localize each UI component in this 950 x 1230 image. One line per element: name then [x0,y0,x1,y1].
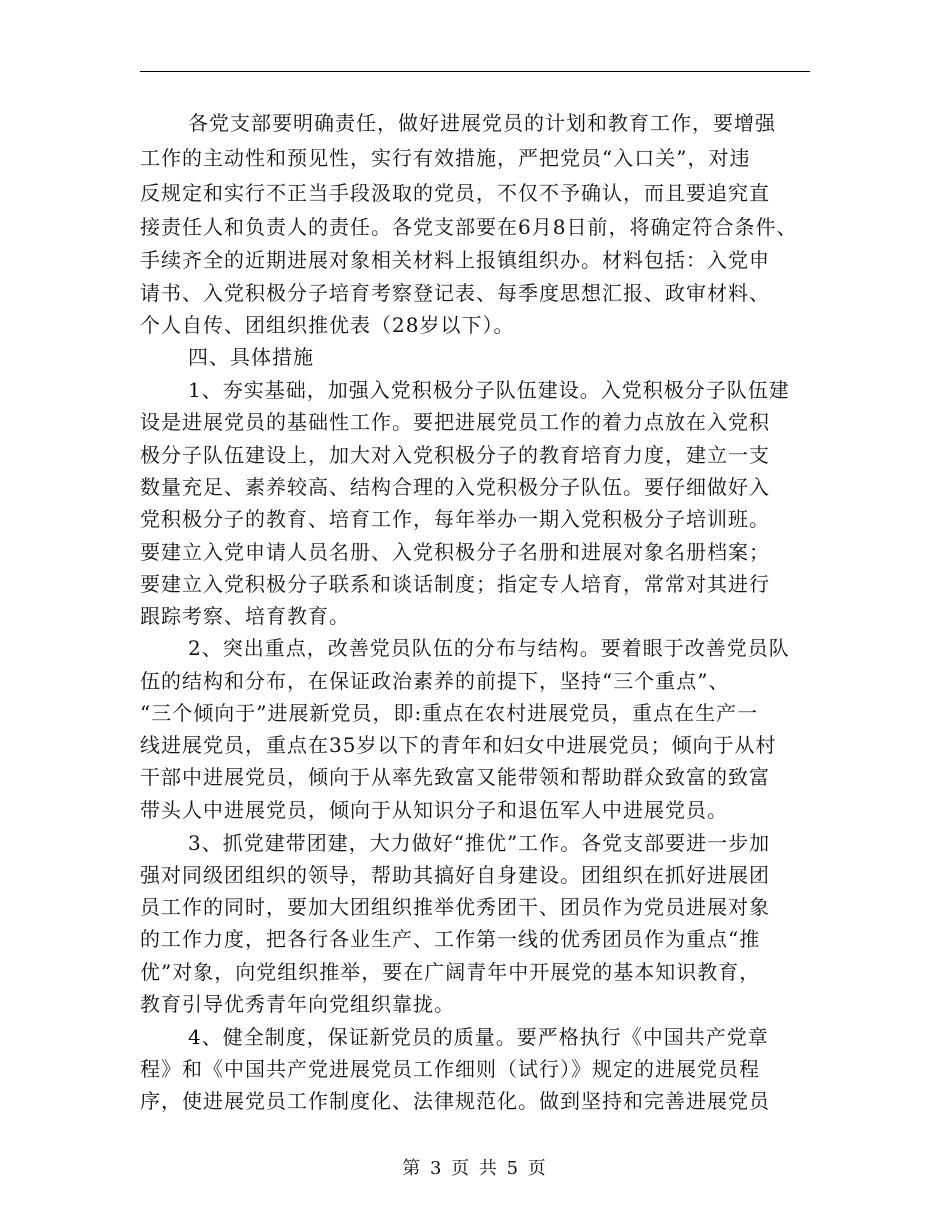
paragraph-line: 极分子队伍建设上，加大对入党积极分子的教育培育力度，建立一支 [140,443,770,467]
paragraph-line: 教育引导优秀青年向党组织靠拢。 [140,992,455,1016]
paragraph-line: 的工作力度，把各行各业生产、工作第一线的优秀团员作为重点“推 [140,927,761,951]
paragraph-line: 程》和《中国共产党进展党员工作细则（试行）》规定的进展党员程 [140,1057,760,1081]
paragraph-line: 序，使进展党员工作制度化、法律规范化。做到坚持和完善进展党员 [140,1089,770,1113]
paragraph-line: 各党支部要明确责任，做好进展党员的计划和教育工作，要增强 [188,111,776,135]
paragraph-line: 线进展党员，重点在35岁以下的青年和妇女中进展党员；倾向于从村 [140,733,777,757]
paragraph-line: 3、抓党建带团建，大力做好“推优”工作。各党支部要进一步加 [188,831,771,855]
paragraph-line: 手续齐全的近期进展对象相关材料上报镇组织办。材料包括：入党申 [140,248,770,272]
paragraph-line: 强对同级团组织的领导，帮助其搞好自身建设。团组织在抓好进展团 [140,863,770,887]
paragraph-line: 2、突出重点，改善党员队伍的分布与结构。要着眼于改善党员队 [188,636,790,660]
paragraph-line: 员工作的同时，要加大团组织推举优秀团干、团员作为党员进展对象 [140,895,770,919]
paragraph-line: 请书、入党积极分子培育考察登记表、每季度思想汇报、政审材料、 [140,281,770,305]
paragraph-line: 优”对象，向党组织推举，要在广阔青年中开展党的基本知识教育， [140,960,761,984]
paragraph-line: 党积极分子的教育、培育工作，每年举办一期入党积极分子培训班。 [140,507,770,531]
paragraph-line: 个人自传、团组织推优表（28岁以下）。 [140,313,515,337]
paragraph-line: 设是进展党员的基础性工作。要把进展党员工作的着力点放在入党积 [140,410,770,434]
paragraph-line: 1、夯实基础，加强入党积极分子队伍建设。入党积极分子队伍建 [188,378,790,402]
paragraph-line: 接责任人和负责人的责任。各党支部要在6月8日前，将确定符合条件、 [140,215,798,239]
paragraph-line: 反规定和实行不正当手段汲取的党员，不仅不予确认，而且要追究直 [140,181,770,205]
paragraph-line: 4、健全制度，保证新党员的质量。要严格执行《中国共产党章 [188,1025,769,1049]
paragraph-line: 数量充足、素养较高、结构合理的入党积极分子队伍。要仔细做好入 [140,475,770,499]
paragraph-line: “三个倾向于”进展新党员，即:重点在农村进展党员，重点在生产一 [140,701,759,725]
paragraph-line: 要建立入党积极分子联系和谈话制度；指定专人培育，常常对其进行 [140,572,770,596]
paragraph-line: 干部中进展党员，倾向于从率先致富又能带领和帮助群众致富的致富 [140,765,770,789]
paragraph-line: 跟踪考察、培育教育。 [140,604,350,628]
section-heading: 四、具体措施 [188,345,314,369]
paragraph-line: 工作的主动性和预见性，实行有效措施，严把党员“入口关”，对违 [140,146,751,170]
paragraph-line: 要建立入党申请人员名册、入党积极分子名册和进展对象名册档案； [140,540,770,564]
paragraph-line: 带头人中进展党员，倾向于从知识分子和退伍军人中进展党员。 [140,798,728,822]
page-number: 第 3 页 共 5 页 [402,1158,548,1179]
paragraph-line: 伍的结构和分布，在保证政治素养的前提下，坚持“三个重点”、 [140,669,730,693]
